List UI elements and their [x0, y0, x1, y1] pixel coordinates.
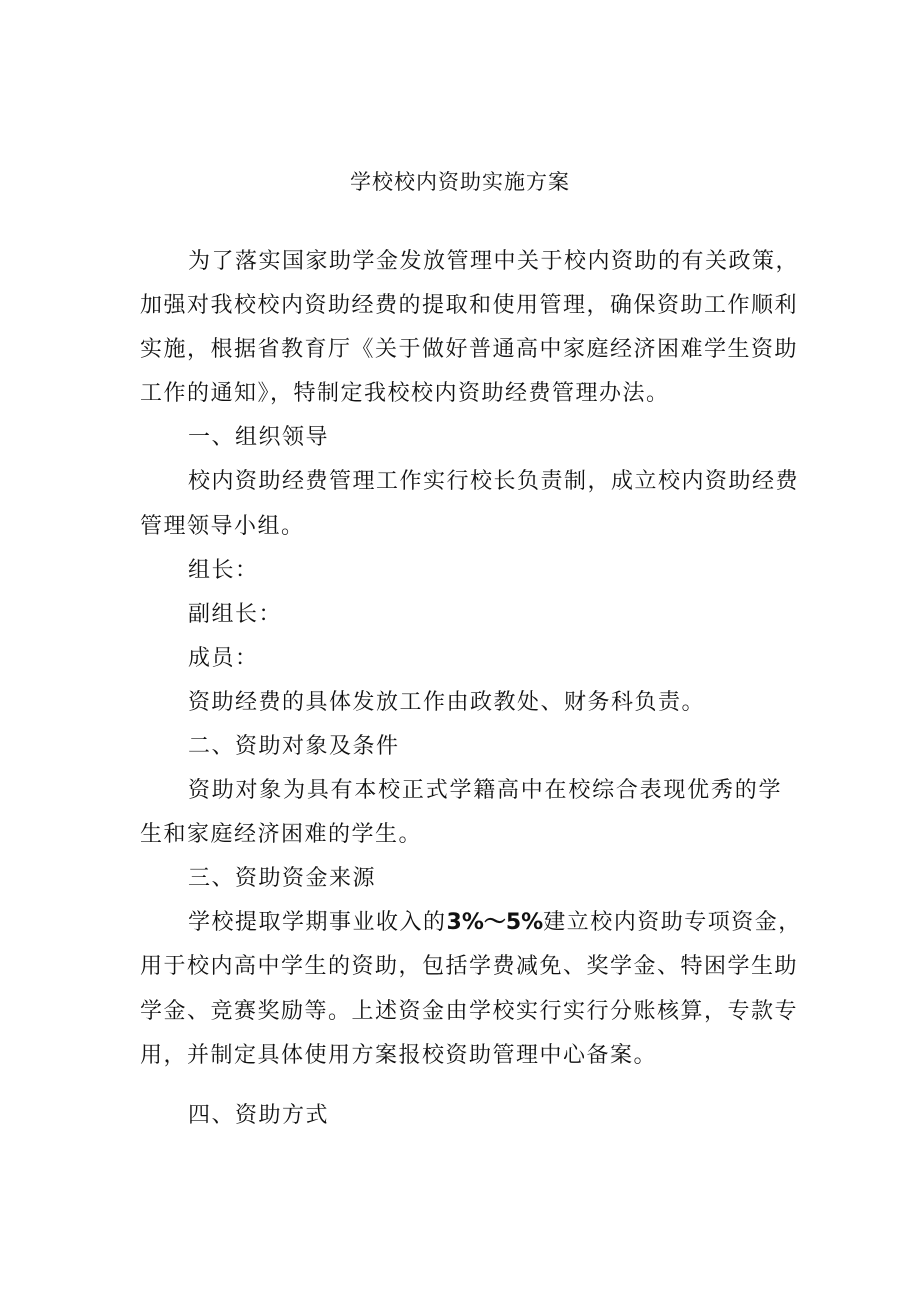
intro-line-2: 加强对我校校内资助经费的提取和使用管理，确保资助工作顺利 — [140, 293, 799, 318]
intro-line-1: 为了落实国家助学金发放管理中关于校内资助的有关政策， — [188, 249, 800, 274]
section-4-heading: 四、资助方式 — [188, 1103, 330, 1128]
section-2-line-2: 生和家庭经济困难的学生。 — [140, 822, 423, 847]
intro-line-3: 实施，根据省教育厅《关于做好普通高中家庭经济困难学生资助 — [140, 337, 799, 362]
intro-line-4: 工作的通知》，特制定我校校内资助经费管理办法。 — [140, 381, 670, 406]
section-2-heading: 二、资助对象及条件 — [188, 734, 400, 759]
section-3-line-4: 用，并制定具体使用方案报校资助管理中心备案。 — [140, 1043, 658, 1068]
deputy-leader-label: 副组长： — [188, 602, 283, 627]
section-3-line-1-suffix: 建立校内资助专项资金， — [543, 910, 802, 935]
section-1-line-1: 校内资助经费管理工作实行校长负责制，成立校内资助经费 — [188, 469, 800, 494]
funding-ratio: 3%～5% — [446, 910, 544, 935]
members-label: 成员： — [188, 646, 259, 671]
section-3-line-1-prefix: 学校提取学期事业收入的 — [188, 910, 447, 935]
duty-line: 资助经费的具体发放工作由政教处、财务科负责。 — [188, 690, 706, 715]
section-3-heading: 三、资助资金来源 — [188, 866, 377, 891]
section-3-line-3: 学金、竞赛奖励等。上述资金由学校实行实行分账核算，专款专 — [140, 999, 799, 1024]
section-2-line-1: 资助对象为具有本校正式学籍高中在校综合表现优秀的学 — [188, 778, 782, 803]
section-1-line-2: 管理领导小组。 — [140, 514, 305, 539]
section-3-line-1 — [188, 908, 802, 938]
leader-label: 组长： — [188, 558, 259, 583]
section-3-line-2: 用于校内高中学生的资助，包括学费减免、奖学金、特困学生助 — [140, 954, 799, 979]
document-title: 学校校内资助实施方案 — [350, 170, 570, 194]
section-1-heading: 一、组织领导 — [188, 425, 330, 450]
